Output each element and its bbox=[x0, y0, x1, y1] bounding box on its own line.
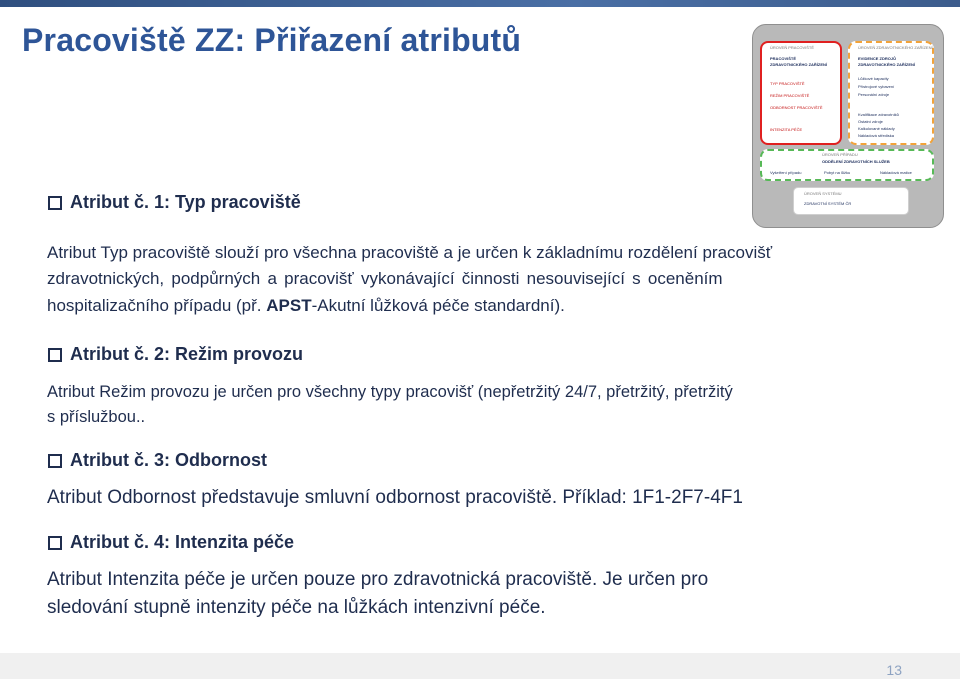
system-panel bbox=[793, 187, 909, 215]
case-panel-tag: ÚROVEŇ PŘÍPADU bbox=[822, 152, 858, 157]
attribute-2-title: Atribut č. 2: Režim provozu bbox=[70, 344, 304, 364]
case-panel-line: ODDĚLENÍ ZDRAVOTNÍCH SLUŽEB bbox=[822, 159, 890, 164]
attribute-1-title: Atribut č. 1: Typ pracoviště bbox=[70, 192, 301, 212]
attribute-1-text-part: -Akutní lůžková péče standardní). bbox=[311, 296, 565, 315]
attribute-1-text-line-3 bbox=[47, 293, 565, 318]
attribute-2-text-line: Atribut Režim provozu je určen pro všechny typy pracovišť (nepřetržitý 24/7, přetržitý, přetržitý bbox=[47, 383, 733, 401]
attribute-3-text: Atribut Odbornost představuje smluvní odbornost pracoviště. Příklad: 1F1-2F7-4F1 bbox=[47, 487, 743, 508]
footer-bar bbox=[0, 653, 960, 679]
attribute-4-text-line: sledování stupně intenzity péče na lůžkách intenzivní péče. bbox=[47, 597, 546, 618]
workplace-panel-line: ODBORNOST PRACOVIŠTĚ bbox=[770, 105, 823, 110]
attribute-4-title: Atribut č. 4: Intenzita péče bbox=[70, 532, 295, 552]
case-panel-line: Pobyt na lůžku bbox=[824, 170, 851, 175]
attribute-4-text-line: Atribut Intenzita péče je určen pouze pro zdravotnická pracoviště. Je určen pro bbox=[47, 569, 709, 590]
workplace-panel-line: ZDRAVOTNICKÉHO ZAŘÍZENÍ bbox=[770, 62, 828, 67]
checkbox-bullet-icon bbox=[48, 454, 62, 468]
workplace-panel-tag: ÚROVEŇ PRACOVIŠTĚ bbox=[770, 45, 815, 50]
facility-panel-tag: ÚROVEŇ ZDRAVOTNICKÉHO ZAŘÍZENÍ bbox=[858, 45, 933, 50]
facility-panel-line: Nákladová střediska bbox=[858, 133, 895, 138]
workplace-panel-line: PRACOVIŠTĚ bbox=[770, 56, 797, 61]
facility-panel-line: Ostatní zdroje bbox=[858, 119, 883, 124]
facility-panel bbox=[848, 41, 934, 145]
workplace-panel-line: TYP PRACOVIŠTĚ bbox=[770, 81, 805, 86]
attribute-2-text-line: s příslužbou.. bbox=[47, 408, 146, 426]
system-panel-line: ZDRAVOTNÍ SYSTÉM ČR bbox=[804, 201, 852, 206]
workplace-panel-line: INTENZITA PÉČE bbox=[770, 127, 803, 132]
attribute-1-text-line: zdravotnických, podpůrných a pracovišť vykonávající činnosti nesouvisející s oceněním bbox=[47, 269, 723, 288]
facility-panel-line: ZDRAVOTNICKÉHO ZAŘÍZENÍ bbox=[858, 62, 916, 67]
page-title: Pracoviště ZZ: Přiřazení atributů bbox=[22, 22, 522, 58]
checkbox-bullet-icon bbox=[48, 536, 62, 550]
checkbox-bullet-icon bbox=[48, 348, 62, 362]
case-panel-line: Vyšetření případu bbox=[770, 170, 802, 175]
checkbox-bullet-icon bbox=[48, 196, 62, 210]
top-accent-bar bbox=[0, 0, 960, 7]
system-panel-tag: ÚROVEŇ SYSTÉMU bbox=[804, 191, 842, 196]
facility-panel-line: Kalkulované náklady bbox=[858, 126, 895, 131]
page-number: 13 bbox=[886, 662, 902, 678]
attribute-1-text-part: hospitalizačního případu (př. bbox=[47, 296, 267, 315]
attribute-4-heading bbox=[48, 532, 294, 553]
attribute-3-heading bbox=[48, 450, 267, 471]
workplace-panel-line: REŽIM PRACOVIŠTĚ bbox=[770, 93, 810, 98]
facility-panel-line: Personální zdroje bbox=[858, 92, 890, 97]
attribute-3-title: Atribut č. 3: Odbornost bbox=[70, 450, 267, 470]
attribute-1-example-code: APST bbox=[266, 296, 312, 315]
facility-panel-line: Lůžkové kapacity bbox=[858, 76, 889, 81]
attribute-2-heading bbox=[48, 344, 303, 365]
facility-panel-line: EVIDENCE ZDROJŮ bbox=[858, 56, 897, 61]
attribute-1-text-line: Atribut Typ pracoviště slouží pro všechna pracoviště a je určen k základnímu rozdělení pracovišť bbox=[47, 243, 773, 262]
facility-panel-line: Kvalifikace zdravotníků bbox=[858, 112, 899, 117]
attribute-1-heading bbox=[48, 192, 301, 213]
case-panel-line: Nákladová matice bbox=[880, 170, 912, 175]
attribute-diagram bbox=[752, 24, 944, 228]
workplace-panel bbox=[760, 41, 842, 145]
case-panel bbox=[760, 149, 934, 181]
facility-panel-line: Přístrojové vybavení bbox=[858, 84, 895, 89]
